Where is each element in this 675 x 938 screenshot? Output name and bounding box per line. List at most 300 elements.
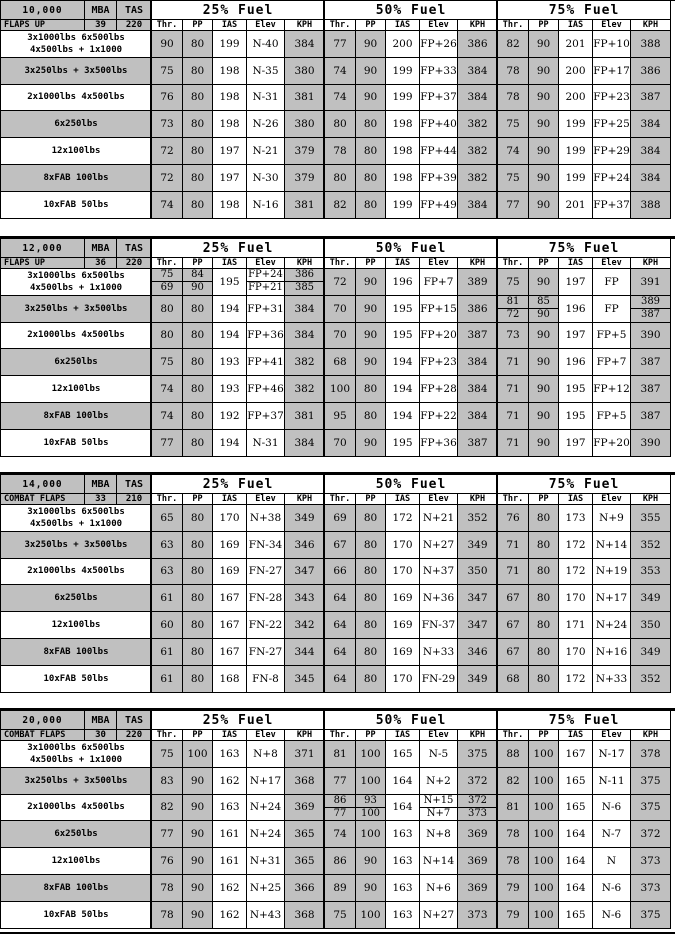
- value-cell: 195: [559, 403, 593, 430]
- value-cell: N+8: [420, 821, 458, 848]
- value-cell: N-30: [247, 165, 285, 192]
- column-header: Elev: [420, 730, 458, 741]
- value-cell: N+6: [420, 875, 458, 902]
- value-part: 386: [285, 269, 324, 282]
- column-header: PP: [183, 730, 213, 741]
- value-cell: FP+5: [593, 403, 631, 430]
- value-cell: FN-37: [420, 612, 458, 639]
- value-cell: 199: [386, 192, 420, 219]
- loadout-line: 10xFAB 50lbs: [43, 909, 109, 920]
- value-cell: 379: [285, 165, 325, 192]
- value-cell: 74: [325, 85, 356, 112]
- value-part: 90: [191, 282, 204, 294]
- value-cell: N+38: [247, 505, 285, 532]
- value-cell-split: [285, 269, 325, 296]
- value-cell: 90: [356, 349, 386, 376]
- value-cell: FP+20: [593, 430, 631, 457]
- value-cell: 67: [498, 585, 529, 612]
- value-cell: N+17: [593, 585, 631, 612]
- value-cell: 78: [152, 902, 183, 929]
- column-header: IAS: [386, 258, 420, 269]
- loadout-line: 4x500lbs + 1x1000: [29, 754, 123, 765]
- fuel-header: 25% Fuel: [152, 475, 325, 494]
- altitude-section: [0, 236, 675, 466]
- value-cell: N-31: [247, 85, 285, 112]
- value-cell: 198: [213, 192, 247, 219]
- value-cell: 384: [631, 165, 671, 192]
- value-part: 85: [529, 296, 558, 309]
- loadout-label: [0, 430, 152, 457]
- value-cell: 77: [152, 821, 183, 848]
- value-cell: 375: [631, 902, 671, 929]
- value-cell: FP+17: [593, 58, 631, 85]
- value-cell: 199: [213, 31, 247, 58]
- loadout-line: 3x250lbs + 3x500lbs: [24, 775, 128, 786]
- group-separator: [150, 475, 152, 693]
- value-cell: 80: [356, 559, 386, 586]
- loadout-line: 10xFAB 50lbs: [43, 437, 109, 448]
- column-header: KPH: [285, 20, 325, 31]
- value-cell: 173: [559, 505, 593, 532]
- mba-label: MBA: [85, 711, 117, 730]
- value-cell: N+24: [247, 821, 285, 848]
- loadout-line: 8xFAB 100lbs: [43, 172, 109, 183]
- value-cell: 80: [356, 376, 386, 403]
- value-cell: 382: [458, 111, 498, 138]
- value-cell: 368: [285, 768, 325, 795]
- value-cell: 80: [183, 111, 213, 138]
- value-cell: 384: [631, 138, 671, 165]
- value-cell: N+33: [420, 639, 458, 666]
- value-cell: 78: [498, 58, 529, 85]
- value-cell: 169: [386, 585, 420, 612]
- value-cell: 72: [152, 165, 183, 192]
- value-cell: 70: [325, 323, 356, 350]
- value-cell: FP+26: [420, 31, 458, 58]
- value-cell: 79: [498, 902, 529, 929]
- value-cell: 384: [458, 403, 498, 430]
- value-cell: N+27: [420, 902, 458, 929]
- value-cell: FP: [593, 296, 631, 323]
- value-cell: 90: [183, 875, 213, 902]
- value-cell: 90: [529, 430, 559, 457]
- loadout-line: 8xFAB 100lbs: [43, 410, 109, 421]
- value-cell: 90: [356, 323, 386, 350]
- loadout-label: [0, 585, 152, 612]
- value-cell: 90: [529, 192, 559, 219]
- value-cell: 196: [386, 269, 420, 296]
- value-cell: 80: [183, 85, 213, 112]
- group-separator: [323, 1, 325, 219]
- value-part: 81: [498, 296, 528, 309]
- value-cell: 195: [386, 323, 420, 350]
- value-cell: 163: [386, 821, 420, 848]
- column-header: IAS: [213, 730, 247, 741]
- group-separator: [323, 239, 325, 457]
- value-cell: 80: [356, 505, 386, 532]
- mba-label: MBA: [85, 1, 117, 20]
- value-cell: 80: [529, 505, 559, 532]
- loadout-label: [0, 138, 152, 165]
- value-cell: 74: [152, 403, 183, 430]
- value-cell: 349: [458, 532, 498, 559]
- column-header: Elev: [420, 258, 458, 269]
- value-cell: 169: [386, 639, 420, 666]
- value-cell: 79: [498, 875, 529, 902]
- value-cell: 95: [325, 403, 356, 430]
- value-cell: 197: [213, 138, 247, 165]
- column-header: IAS: [559, 730, 593, 741]
- value-cell: N+31: [247, 848, 285, 875]
- loadout-line: 12x100lbs: [51, 620, 101, 631]
- loadout-line: 3x1000lbs 6x500lbs: [27, 506, 125, 517]
- column-header: PP: [356, 20, 386, 31]
- fuel-header: 75% Fuel: [498, 711, 671, 730]
- mba-label: MBA: [85, 239, 117, 258]
- value-cell: 172: [386, 505, 420, 532]
- flaps-setting: FLAPS UP: [0, 20, 85, 31]
- loadout-line: 6x250lbs: [54, 593, 98, 604]
- value-part: 75: [152, 269, 182, 282]
- value-cell: N+24: [247, 795, 285, 822]
- value-cell: 193: [213, 349, 247, 376]
- value-cell: 384: [631, 111, 671, 138]
- value-cell: 200: [559, 58, 593, 85]
- value-cell: 378: [631, 741, 671, 768]
- value-cell: 366: [285, 875, 325, 902]
- loadout-label: [0, 269, 152, 296]
- value-cell-split: [356, 795, 386, 822]
- value-cell: 170: [559, 639, 593, 666]
- tas-label: TAS: [117, 711, 152, 730]
- value-cell: FN-28: [247, 585, 285, 612]
- value-cell: 347: [458, 585, 498, 612]
- value-part: 84: [183, 269, 212, 282]
- value-cell: 163: [213, 741, 247, 768]
- value-cell: FP+15: [420, 296, 458, 323]
- loadout-label: [0, 768, 152, 795]
- value-cell: 165: [559, 902, 593, 929]
- column-header: KPH: [458, 494, 498, 505]
- value-cell: 67: [498, 612, 529, 639]
- value-cell: 64: [325, 639, 356, 666]
- value-cell: 172: [559, 559, 593, 586]
- value-cell: 161: [213, 848, 247, 875]
- value-cell: 198: [386, 165, 420, 192]
- value-cell: 382: [285, 349, 325, 376]
- value-cell: 90: [529, 165, 559, 192]
- value-cell: N+16: [593, 639, 631, 666]
- value-cell: 164: [559, 875, 593, 902]
- fuel-header: 50% Fuel: [325, 475, 498, 494]
- value-part: 77: [333, 807, 347, 819]
- value-cell: 345: [285, 666, 325, 693]
- column-header: IAS: [386, 730, 420, 741]
- value-cell: N+27: [420, 532, 458, 559]
- tas-value: 220: [117, 730, 152, 741]
- value-cell: 74: [498, 138, 529, 165]
- value-cell: 195: [559, 376, 593, 403]
- column-header: PP: [356, 258, 386, 269]
- value-cell: FN-22: [247, 612, 285, 639]
- value-cell: 90: [529, 138, 559, 165]
- loadout-label: [0, 165, 152, 192]
- value-cell-split: [183, 269, 213, 296]
- value-cell: 90: [183, 821, 213, 848]
- column-header: IAS: [559, 258, 593, 269]
- loadout-line: 8xFAB 100lbs: [43, 882, 109, 893]
- value-part: 389: [631, 296, 670, 309]
- value-cell: 384: [285, 31, 325, 58]
- value-part: 90: [537, 309, 550, 321]
- value-cell: 90: [529, 111, 559, 138]
- value-cell: 77: [325, 768, 356, 795]
- value-cell: FP+23: [593, 85, 631, 112]
- loadout-label: [0, 741, 152, 768]
- mba-value: 30: [85, 730, 117, 741]
- value-cell: 161: [213, 821, 247, 848]
- value-cell: 76: [152, 848, 183, 875]
- value-cell: 162: [213, 768, 247, 795]
- loadout-line: 10xFAB 50lbs: [43, 673, 109, 684]
- value-cell-split: [152, 269, 183, 296]
- value-cell: 80: [183, 403, 213, 430]
- value-cell: 386: [458, 296, 498, 323]
- value-cell: 195: [213, 269, 247, 296]
- value-cell: 194: [213, 430, 247, 457]
- value-cell: 80: [183, 559, 213, 586]
- value-cell: 74: [152, 192, 183, 219]
- column-header: KPH: [458, 258, 498, 269]
- column-header: Elev: [593, 258, 631, 269]
- value-cell: 90: [356, 430, 386, 457]
- fuel-header: 50% Fuel: [325, 1, 498, 20]
- value-cell: 372: [458, 768, 498, 795]
- tas-value: 210: [117, 494, 152, 505]
- value-cell: 167: [213, 585, 247, 612]
- value-part: 387: [640, 309, 661, 321]
- loadout-line: 6x250lbs: [54, 357, 98, 368]
- value-cell: 388: [631, 192, 671, 219]
- value-cell: 80: [529, 585, 559, 612]
- fuel-header: 50% Fuel: [325, 711, 498, 730]
- column-header: Thr.: [325, 730, 356, 741]
- value-cell: 83: [152, 768, 183, 795]
- value-cell: 80: [529, 532, 559, 559]
- value-part: 385: [294, 282, 315, 294]
- value-part: N+7: [426, 807, 451, 819]
- value-cell: 100: [529, 795, 559, 822]
- value-cell: 100: [356, 902, 386, 929]
- value-cell: 90: [356, 85, 386, 112]
- value-cell: 349: [458, 666, 498, 693]
- value-cell-split: [458, 795, 498, 822]
- value-cell: 80: [529, 612, 559, 639]
- value-cell: 80: [356, 639, 386, 666]
- value-cell: FP+28: [420, 376, 458, 403]
- tas-value: 220: [117, 20, 152, 31]
- value-cell: N-6: [593, 795, 631, 822]
- value-part: N+15: [420, 795, 457, 808]
- value-cell: 76: [498, 505, 529, 532]
- value-cell: 100: [356, 768, 386, 795]
- value-cell: 72: [152, 138, 183, 165]
- value-cell: 78: [498, 85, 529, 112]
- value-cell: 352: [458, 505, 498, 532]
- value-cell: 74: [325, 58, 356, 85]
- value-cell: 164: [386, 768, 420, 795]
- value-cell: 386: [458, 31, 498, 58]
- group-separator: [150, 239, 152, 457]
- value-cell: N-6: [593, 902, 631, 929]
- column-header: PP: [356, 730, 386, 741]
- value-cell: 73: [152, 111, 183, 138]
- value-cell: 80: [356, 666, 386, 693]
- column-header: KPH: [631, 730, 671, 741]
- loadout-label: [0, 323, 152, 350]
- value-part: FP+21: [248, 282, 283, 294]
- value-cell: 381: [285, 85, 325, 112]
- column-header: KPH: [631, 20, 671, 31]
- value-cell: 164: [559, 848, 593, 875]
- loadout-label: [0, 111, 152, 138]
- group-separator: [323, 475, 325, 693]
- loadout-line: 6x250lbs: [54, 119, 98, 130]
- value-part: 69: [160, 282, 174, 294]
- value-cell: N+37: [420, 559, 458, 586]
- column-header: Thr.: [498, 20, 529, 31]
- value-cell: N-6: [593, 875, 631, 902]
- value-cell: 371: [285, 741, 325, 768]
- value-cell: 90: [183, 795, 213, 822]
- value-cell: 384: [285, 323, 325, 350]
- value-cell: 373: [631, 875, 671, 902]
- value-cell: 390: [631, 430, 671, 457]
- value-cell: N+14: [593, 532, 631, 559]
- loadout-line: 4x500lbs + 1x1000: [29, 282, 123, 293]
- loadout-label: [0, 639, 152, 666]
- value-part: 93: [356, 795, 385, 808]
- value-cell: FN-27: [247, 639, 285, 666]
- loadout-line: 3x1000lbs 6x500lbs: [27, 742, 125, 753]
- value-cell: N-17: [593, 741, 631, 768]
- value-cell: 387: [631, 85, 671, 112]
- value-cell: 349: [631, 639, 671, 666]
- value-cell: 90: [529, 85, 559, 112]
- loadout-line: 12x100lbs: [51, 384, 101, 395]
- value-cell: 352: [631, 666, 671, 693]
- value-cell: 170: [386, 666, 420, 693]
- value-cell: 75: [152, 741, 183, 768]
- altitude-section: [0, 0, 675, 230]
- loadout-label: [0, 85, 152, 112]
- value-cell: 80: [183, 612, 213, 639]
- value-cell: 347: [285, 559, 325, 586]
- value-cell: 80: [356, 138, 386, 165]
- loadout-label: [0, 902, 152, 929]
- value-cell: N-11: [593, 768, 631, 795]
- value-cell: 60: [152, 612, 183, 639]
- value-cell: FP+33: [420, 58, 458, 85]
- value-cell: 369: [458, 875, 498, 902]
- loadout-label: [0, 58, 152, 85]
- value-cell: 86: [325, 848, 356, 875]
- fuel-header: 75% Fuel: [498, 475, 671, 494]
- loadout-label: [0, 403, 152, 430]
- value-cell: 100: [529, 768, 559, 795]
- value-cell: 78: [152, 875, 183, 902]
- value-cell: 369: [285, 795, 325, 822]
- value-cell: 163: [386, 848, 420, 875]
- value-cell: 197: [213, 165, 247, 192]
- column-header: KPH: [631, 494, 671, 505]
- value-cell: 90: [529, 58, 559, 85]
- value-cell: FP+36: [420, 430, 458, 457]
- value-cell: 387: [458, 430, 498, 457]
- value-cell: FP+41: [247, 349, 285, 376]
- value-cell: 388: [631, 31, 671, 58]
- value-cell: 193: [213, 376, 247, 403]
- value-cell: 165: [559, 768, 593, 795]
- value-cell: 349: [285, 505, 325, 532]
- value-cell: 71: [498, 559, 529, 586]
- value-cell: 90: [529, 403, 559, 430]
- value-cell: 199: [559, 165, 593, 192]
- value-cell: 80: [325, 165, 356, 192]
- value-cell: 100: [183, 741, 213, 768]
- fuel-header: 50% Fuel: [325, 239, 498, 258]
- altitude-section: [0, 472, 675, 702]
- column-header: PP: [529, 494, 559, 505]
- value-cell: 168: [213, 666, 247, 693]
- group-separator: [323, 711, 325, 929]
- value-cell: 80: [183, 296, 213, 323]
- column-header: PP: [529, 258, 559, 269]
- value-cell: 163: [213, 795, 247, 822]
- value-cell: FP+29: [593, 138, 631, 165]
- column-header: Elev: [420, 20, 458, 31]
- tas-label: TAS: [117, 239, 152, 258]
- value-cell: 387: [631, 376, 671, 403]
- value-cell: 352: [631, 532, 671, 559]
- value-cell: 375: [631, 795, 671, 822]
- column-header: Elev: [593, 730, 631, 741]
- value-cell: 100: [529, 902, 559, 929]
- value-cell: 80: [325, 111, 356, 138]
- column-header: IAS: [559, 20, 593, 31]
- value-cell: 380: [285, 58, 325, 85]
- value-cell: 90: [356, 269, 386, 296]
- value-cell: N-35: [247, 58, 285, 85]
- value-cell: FP+37: [593, 192, 631, 219]
- value-cell: 369: [458, 821, 498, 848]
- value-cell-split: [631, 296, 671, 323]
- value-cell: 71: [498, 430, 529, 457]
- value-cell: 375: [458, 741, 498, 768]
- fuel-header: 25% Fuel: [152, 1, 325, 20]
- loadout-line: 6x250lbs: [54, 829, 98, 840]
- column-header: PP: [356, 494, 386, 505]
- value-cell: 384: [285, 296, 325, 323]
- value-cell: 80: [183, 58, 213, 85]
- value-cell: N-16: [247, 192, 285, 219]
- value-cell: 61: [152, 666, 183, 693]
- value-cell: 80: [356, 585, 386, 612]
- value-cell: 77: [498, 192, 529, 219]
- value-cell: 381: [285, 403, 325, 430]
- value-cell: FN-34: [247, 532, 285, 559]
- column-header: Thr.: [152, 20, 183, 31]
